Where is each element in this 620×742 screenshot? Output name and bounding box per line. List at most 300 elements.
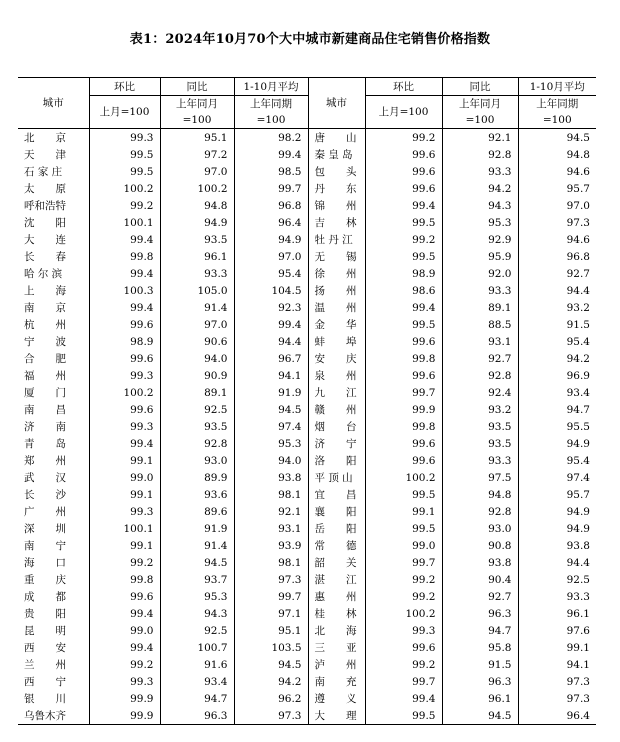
avg-cell: 99.1 <box>518 639 596 656</box>
mom-cell: 99.2 <box>89 197 160 214</box>
avg-base-right: 上年同期 =100 <box>518 96 596 129</box>
city-cell: 桂 林 <box>308 605 365 622</box>
yoy-base-right: 上年同月 =100 <box>442 96 518 129</box>
city-cell: 北 海 <box>308 622 365 639</box>
yoy-cell: 92.7 <box>442 350 518 367</box>
avg-cell: 92.1 <box>234 503 308 520</box>
avg-cell: 98.5 <box>234 163 308 180</box>
city-cell: 丹 东 <box>308 180 365 197</box>
table-row <box>18 129 596 147</box>
table-row <box>18 537 596 554</box>
mom-base-left: 上月=100 <box>89 96 160 129</box>
yoy-cell: 91.9 <box>160 520 234 537</box>
city-cell: 广 州 <box>24 505 66 518</box>
mom-cell: 100.2 <box>365 469 442 486</box>
yoy-cell: 96.3 <box>160 707 234 725</box>
yoy-cell: 92.5 <box>160 622 234 639</box>
yoy-cell: 96.3 <box>442 673 518 690</box>
avg-cell: 97.3 <box>518 690 596 707</box>
city-cell: 大 连 <box>24 233 66 246</box>
table-row <box>18 214 596 231</box>
city-header-left: 城市 <box>18 78 89 129</box>
table-row <box>18 707 596 725</box>
avg-cell: 104.5 <box>234 282 308 299</box>
avg-cell: 96.1 <box>518 605 596 622</box>
mom-cell: 99.8 <box>89 248 160 265</box>
table-row <box>18 384 596 401</box>
avg-cell: 99.4 <box>234 316 308 333</box>
yoy-cell: 93.7 <box>160 571 234 588</box>
yoy-cell: 93.1 <box>442 333 518 350</box>
city-cell: 青 岛 <box>24 437 66 450</box>
yoy-cell: 92.8 <box>442 367 518 384</box>
city-cell: 常 德 <box>308 537 365 554</box>
mom-cell: 99.6 <box>365 452 442 469</box>
city-cell: 秦 皇 岛 <box>308 146 365 163</box>
table-row <box>18 350 596 367</box>
yoy-cell: 90.8 <box>442 537 518 554</box>
table-row <box>18 265 596 282</box>
city-cell: 宁 波 <box>24 335 66 348</box>
avg-cell: 96.8 <box>518 248 596 265</box>
mom-base-right: 上月=100 <box>365 96 442 129</box>
yoy-cell: 94.3 <box>160 605 234 622</box>
mom-cell: 99.5 <box>365 214 442 231</box>
yoy-cell: 88.5 <box>442 316 518 333</box>
city-cell: 上 海 <box>24 284 66 297</box>
avg-cell: 92.7 <box>518 265 596 282</box>
avg-cell: 91.5 <box>518 316 596 333</box>
yoy-cell: 89.9 <box>160 469 234 486</box>
avg-cell: 95.4 <box>234 265 308 282</box>
mom-cell: 98.9 <box>365 265 442 282</box>
mom-cell: 99.5 <box>365 707 442 725</box>
avg-cell: 95.4 <box>518 452 596 469</box>
yoy-cell: 92.0 <box>442 265 518 282</box>
mom-cell: 99.0 <box>365 537 442 554</box>
city-cell: 烟 台 <box>308 418 365 435</box>
city-cell: 金 华 <box>308 316 365 333</box>
mom-cell: 99.4 <box>365 690 442 707</box>
city-cell: 安 庆 <box>308 350 365 367</box>
city-cell: 南 宁 <box>24 539 66 552</box>
table-row <box>18 282 596 299</box>
table-row <box>18 656 596 673</box>
table-row <box>18 401 596 418</box>
mom-cell: 99.1 <box>89 486 160 503</box>
header-row-1 <box>18 78 596 96</box>
mom-cell: 99.6 <box>365 146 442 163</box>
city-cell: 洛 阳 <box>308 452 365 469</box>
avg-cell: 96.7 <box>234 350 308 367</box>
yoy-cell: 94.8 <box>442 486 518 503</box>
city-cell: 宜 昌 <box>308 486 365 503</box>
avg-cell: 95.3 <box>234 435 308 452</box>
table-row <box>18 231 596 248</box>
city-cell: 泸 州 <box>308 656 365 673</box>
avg-cell: 94.4 <box>234 333 308 350</box>
yoy-cell: 91.4 <box>160 299 234 316</box>
avg-cell: 95.7 <box>518 486 596 503</box>
avg-cell: 97.6 <box>518 622 596 639</box>
city-cell: 三 亚 <box>308 639 365 656</box>
city-cell: 锦 州 <box>308 197 365 214</box>
mom-cell: 99.6 <box>89 316 160 333</box>
yoy-cell: 92.8 <box>442 503 518 520</box>
mom-header-left: 环比 <box>89 78 160 96</box>
table-row <box>18 673 596 690</box>
mom-cell: 99.6 <box>365 639 442 656</box>
city-cell: 北 京 <box>24 131 66 144</box>
yoy-cell: 93.3 <box>442 452 518 469</box>
city-cell: 南 京 <box>24 301 66 314</box>
city-cell: 银 川 <box>24 692 66 705</box>
avg-cell: 97.4 <box>234 418 308 435</box>
mom-cell: 99.1 <box>365 503 442 520</box>
header-row-2 <box>18 96 596 129</box>
avg-header-left: 1-10月平均 <box>234 78 308 96</box>
mom-cell: 99.6 <box>89 588 160 605</box>
avg-cell: 94.1 <box>518 656 596 673</box>
table-row <box>18 486 596 503</box>
city-cell: 惠 州 <box>308 588 365 605</box>
table-row <box>18 469 596 486</box>
city-cell: 长 沙 <box>24 488 66 501</box>
mom-cell: 99.4 <box>89 299 160 316</box>
mom-cell: 99.2 <box>365 129 442 147</box>
city-cell: 武 汉 <box>24 471 66 484</box>
mom-cell: 99.4 <box>89 639 160 656</box>
yoy-cell: 95.8 <box>442 639 518 656</box>
mom-cell: 99.2 <box>365 656 442 673</box>
mom-cell: 99.8 <box>89 571 160 588</box>
avg-cell: 94.6 <box>518 163 596 180</box>
mom-cell: 100.2 <box>89 180 160 197</box>
city-cell: 温 州 <box>308 299 365 316</box>
avg-cell: 95.1 <box>234 622 308 639</box>
table-row <box>18 588 596 605</box>
yoy-cell: 97.5 <box>442 469 518 486</box>
mom-cell: 99.3 <box>89 418 160 435</box>
mom-cell: 99.9 <box>89 690 160 707</box>
mom-cell: 99.6 <box>89 401 160 418</box>
city-cell: 遵 义 <box>308 690 365 707</box>
avg-cell: 94.4 <box>518 554 596 571</box>
city-cell: 湛 江 <box>308 571 365 588</box>
avg-cell: 98.1 <box>234 486 308 503</box>
mom-cell: 99.1 <box>89 537 160 554</box>
avg-cell: 97.3 <box>518 214 596 231</box>
table-row <box>18 163 596 180</box>
avg-cell: 98.2 <box>234 129 308 147</box>
yoy-cell: 90.9 <box>160 367 234 384</box>
mom-cell: 99.4 <box>89 265 160 282</box>
yoy-cell: 94.9 <box>160 214 234 231</box>
avg-cell: 94.8 <box>518 146 596 163</box>
mom-cell: 99.4 <box>365 197 442 214</box>
avg-cell: 94.9 <box>518 503 596 520</box>
city-cell: 韶 关 <box>308 554 365 571</box>
yoy-cell: 91.5 <box>442 656 518 673</box>
avg-cell: 98.1 <box>234 554 308 571</box>
yoy-cell: 94.8 <box>160 197 234 214</box>
mom-cell: 99.1 <box>89 452 160 469</box>
table-row <box>18 639 596 656</box>
mom-cell: 99.6 <box>365 163 442 180</box>
avg-cell: 96.8 <box>234 197 308 214</box>
avg-cell: 93.3 <box>518 588 596 605</box>
yoy-cell: 100.2 <box>160 180 234 197</box>
yoy-cell: 100.7 <box>160 639 234 656</box>
mom-cell: 99.4 <box>89 435 160 452</box>
table-row <box>18 690 596 707</box>
avg-cell: 94.2 <box>518 350 596 367</box>
yoy-cell: 94.0 <box>160 350 234 367</box>
avg-cell: 103.5 <box>234 639 308 656</box>
mom-cell: 99.8 <box>365 418 442 435</box>
mom-header-right: 环比 <box>365 78 442 96</box>
avg-cell: 94.7 <box>518 401 596 418</box>
mom-cell: 99.3 <box>89 367 160 384</box>
mom-cell: 99.6 <box>365 333 442 350</box>
city-cell: 西 安 <box>24 641 66 654</box>
mom-cell: 99.2 <box>89 656 160 673</box>
table-row <box>18 452 596 469</box>
avg-cell: 93.8 <box>518 537 596 554</box>
table-row <box>18 197 596 214</box>
avg-cell: 94.9 <box>234 231 308 248</box>
mom-cell: 99.6 <box>365 435 442 452</box>
yoy-cell: 93.0 <box>160 452 234 469</box>
yoy-cell: 105.0 <box>160 282 234 299</box>
mom-cell: 99.0 <box>89 469 160 486</box>
avg-cell: 96.2 <box>234 690 308 707</box>
avg-cell: 92.5 <box>518 571 596 588</box>
yoy-cell: 95.3 <box>442 214 518 231</box>
mom-cell: 99.6 <box>89 350 160 367</box>
avg-cell: 94.5 <box>518 129 596 147</box>
yoy-cell: 93.5 <box>442 435 518 452</box>
city-cell: 蚌 埠 <box>308 333 365 350</box>
mom-cell: 100.1 <box>89 520 160 537</box>
table-row <box>18 605 596 622</box>
city-cell: 九 江 <box>308 384 365 401</box>
yoy-cell: 92.8 <box>442 146 518 163</box>
city-cell: 郑 州 <box>24 454 66 467</box>
mom-cell: 99.5 <box>365 486 442 503</box>
avg-cell: 94.0 <box>234 452 308 469</box>
avg-cell: 92.3 <box>234 299 308 316</box>
mom-cell: 98.9 <box>89 333 160 350</box>
avg-cell: 94.5 <box>234 656 308 673</box>
city-cell: 济 宁 <box>308 435 365 452</box>
yoy-cell: 94.5 <box>160 554 234 571</box>
avg-cell: 93.8 <box>234 469 308 486</box>
city-cell: 吉 林 <box>308 214 365 231</box>
yoy-cell: 94.3 <box>442 197 518 214</box>
avg-cell: 97.3 <box>234 707 308 725</box>
yoy-cell: 96.1 <box>442 690 518 707</box>
avg-cell: 94.4 <box>518 282 596 299</box>
city-cell: 济 南 <box>24 420 66 433</box>
mom-cell: 99.6 <box>365 367 442 384</box>
city-cell: 石 家 庄 <box>24 165 63 178</box>
mom-cell: 98.6 <box>365 282 442 299</box>
yoy-cell: 93.5 <box>160 418 234 435</box>
mom-cell: 99.5 <box>89 146 160 163</box>
yoy-cell: 95.1 <box>160 129 234 147</box>
city-cell: 大 理 <box>308 707 365 725</box>
yoy-cell: 91.4 <box>160 537 234 554</box>
yoy-cell: 92.8 <box>160 435 234 452</box>
city-cell: 乌鲁木齐 <box>18 707 89 725</box>
city-cell: 长 春 <box>24 250 66 263</box>
yoy-cell: 92.4 <box>442 384 518 401</box>
avg-cell: 97.3 <box>234 571 308 588</box>
avg-cell: 93.1 <box>234 520 308 537</box>
yoy-cell: 92.5 <box>160 401 234 418</box>
yoy-cell: 93.2 <box>442 401 518 418</box>
table-row <box>18 622 596 639</box>
yoy-cell: 94.5 <box>442 707 518 725</box>
city-cell: 哈 尔 滨 <box>24 267 63 280</box>
mom-cell: 99.3 <box>89 503 160 520</box>
yoy-cell: 93.3 <box>442 282 518 299</box>
avg-cell: 95.5 <box>518 418 596 435</box>
yoy-cell: 97.2 <box>160 146 234 163</box>
city-cell: 合 肥 <box>24 352 66 365</box>
city-cell: 赣 州 <box>308 401 365 418</box>
avg-cell: 96.4 <box>518 707 596 725</box>
mom-cell: 99.0 <box>89 622 160 639</box>
city-cell: 岳 阳 <box>308 520 365 537</box>
yoy-base-left: 上年同月 =100 <box>160 96 234 129</box>
avg-cell: 93.2 <box>518 299 596 316</box>
yoy-cell: 93.8 <box>442 554 518 571</box>
table-row <box>18 333 596 350</box>
yoy-cell: 97.0 <box>160 163 234 180</box>
yoy-cell: 90.4 <box>442 571 518 588</box>
city-cell: 福 州 <box>24 369 66 382</box>
city-cell: 无 锡 <box>308 248 365 265</box>
mom-cell: 99.2 <box>365 571 442 588</box>
city-cell: 重 庆 <box>24 573 66 586</box>
mom-cell: 99.3 <box>89 129 160 147</box>
mom-cell: 99.4 <box>89 605 160 622</box>
yoy-cell: 95.3 <box>160 588 234 605</box>
avg-cell: 97.0 <box>518 197 596 214</box>
avg-base-left: 上年同期 =100 <box>234 96 308 129</box>
mom-cell: 99.3 <box>365 622 442 639</box>
avg-cell: 99.4 <box>234 146 308 163</box>
yoy-cell: 96.3 <box>442 605 518 622</box>
city-cell: 深 圳 <box>24 522 66 535</box>
avg-cell: 94.1 <box>234 367 308 384</box>
yoy-cell: 93.0 <box>442 520 518 537</box>
city-cell: 海 口 <box>24 556 66 569</box>
mom-cell: 100.2 <box>89 384 160 401</box>
yoy-cell: 93.5 <box>160 231 234 248</box>
yoy-cell: 94.7 <box>160 690 234 707</box>
table-row <box>18 367 596 384</box>
yoy-cell: 89.1 <box>442 299 518 316</box>
table-row <box>18 248 596 265</box>
table-row <box>18 520 596 537</box>
yoy-cell: 97.0 <box>160 316 234 333</box>
yoy-header-right: 同比 <box>442 78 518 96</box>
city-cell: 泉 州 <box>308 367 365 384</box>
table-row <box>18 435 596 452</box>
mom-cell: 99.7 <box>365 384 442 401</box>
yoy-cell: 92.1 <box>442 129 518 147</box>
yoy-cell: 94.7 <box>442 622 518 639</box>
city-cell: 牡 丹 江 <box>308 231 365 248</box>
mom-cell: 99.4 <box>365 299 442 316</box>
table-row <box>18 571 596 588</box>
avg-cell: 94.2 <box>234 673 308 690</box>
mom-cell: 99.2 <box>365 231 442 248</box>
avg-cell: 95.4 <box>518 333 596 350</box>
mom-cell: 99.9 <box>365 401 442 418</box>
table-row <box>18 554 596 571</box>
avg-cell: 94.5 <box>234 401 308 418</box>
city-cell: 呼和浩特 <box>24 199 66 212</box>
avg-cell: 97.3 <box>518 673 596 690</box>
price-index-table <box>18 77 596 725</box>
yoy-cell: 92.9 <box>442 231 518 248</box>
avg-cell: 97.0 <box>234 248 308 265</box>
avg-cell: 96.9 <box>518 367 596 384</box>
city-header-right: 城市 <box>308 78 365 129</box>
city-cell: 唐 山 <box>308 129 365 147</box>
table-row <box>18 316 596 333</box>
city-cell: 兰 州 <box>24 658 66 671</box>
mom-cell: 100.1 <box>89 214 160 231</box>
city-cell: 杭 州 <box>24 318 66 331</box>
city-cell: 襄 阳 <box>308 503 365 520</box>
city-cell: 扬 州 <box>308 282 365 299</box>
city-cell: 昆 明 <box>24 624 66 637</box>
city-cell: 贵 阳 <box>24 607 66 620</box>
mom-cell: 99.3 <box>89 673 160 690</box>
city-cell: 徐 州 <box>308 265 365 282</box>
yoy-cell: 96.1 <box>160 248 234 265</box>
yoy-cell: 93.6 <box>160 486 234 503</box>
yoy-cell: 93.4 <box>160 673 234 690</box>
mom-cell: 99.6 <box>365 180 442 197</box>
mom-cell: 99.7 <box>365 673 442 690</box>
city-cell: 沈 阳 <box>24 216 66 229</box>
avg-cell: 94.9 <box>518 435 596 452</box>
avg-cell: 97.1 <box>234 605 308 622</box>
avg-cell: 99.7 <box>234 180 308 197</box>
mom-cell: 99.2 <box>89 554 160 571</box>
table-title: 表1：2024年10月70个大中城市新建商品住宅销售价格指数 <box>129 32 491 47</box>
table-row <box>18 180 596 197</box>
city-cell: 太 原 <box>24 182 66 195</box>
yoy-header-left: 同比 <box>160 78 234 96</box>
mom-cell: 99.5 <box>365 520 442 537</box>
mom-cell: 99.5 <box>365 316 442 333</box>
city-cell: 成 都 <box>24 590 66 603</box>
mom-cell: 99.9 <box>89 707 160 725</box>
mom-cell: 99.2 <box>365 588 442 605</box>
table-row <box>18 503 596 520</box>
table-row <box>18 299 596 316</box>
avg-cell: 96.4 <box>234 214 308 231</box>
avg-cell: 93.4 <box>518 384 596 401</box>
city-cell: 西 宁 <box>24 675 66 688</box>
